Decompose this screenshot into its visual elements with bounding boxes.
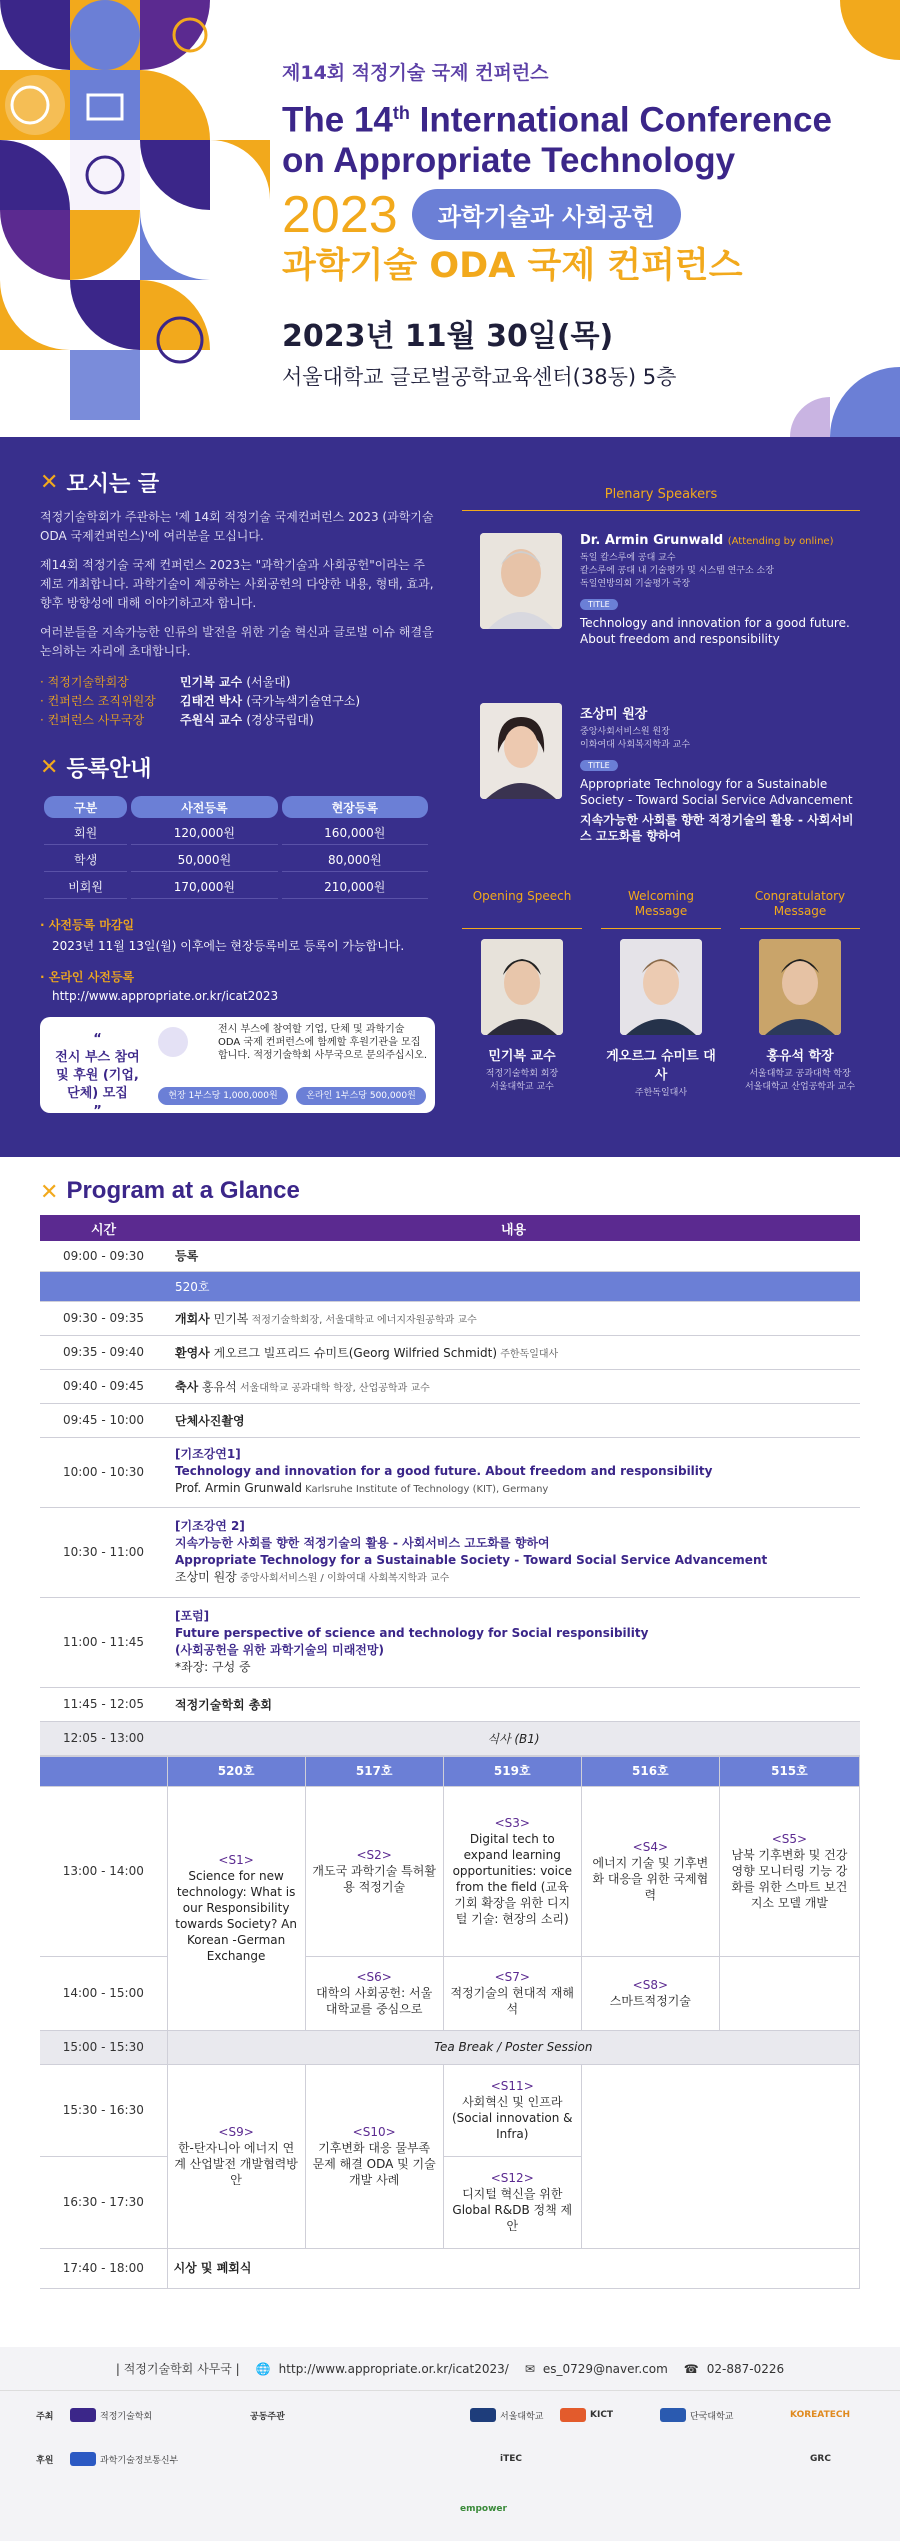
english-title: The 14th International Conference on Appropriate Technology xyxy=(282,100,832,180)
table-row: 11:00 - 11:45 [포럼] Future perspective of science and technology for Social responsibility (사회공헌을 위한 과학기술의 미래전망) *좌장: 구성 중 xyxy=(40,1597,860,1687)
session-row: 13:00 - 14:00 <S1> Science for new technology: What is our Responsibility towards Society? An Korean -German Exchange <S2> 개도국 과학기술 특허활용 적정기술 <S3> Digital tech to expand learning opportunities: voice from the field (교육 기회 확장을 위한 디지털 기술: 현장의 소리) <S4> 에너지 기술 및 기후변화 대응을 위한 국제협력 <S5> 남북 기후변화 및 건강영향 모니터링 기능 강화를 위한 스마트 보건지소 모델 개발 xyxy=(40,1786,860,1956)
session-cell: <S2> 개도국 과학기술 특허활용 적정기술 xyxy=(305,1786,443,1956)
empower-logo: empower xyxy=(460,2504,507,2514)
organizer-row: · 컨퍼런스 조직위원장 김태건 박사 (국가녹색기술연구소) xyxy=(40,694,361,708)
table-row: 09:00 - 09:30 등록 xyxy=(40,1241,860,1271)
year-row xyxy=(282,187,882,243)
footer xyxy=(0,2347,900,2541)
kict-logo: KICT xyxy=(560,2407,613,2423)
guest-photo xyxy=(759,939,841,1035)
talk-title: Technology and innovation for a good future. About freedom and responsibility xyxy=(580,616,850,646)
break-row: 15:00 - 15:30 Tea Break / Poster Session xyxy=(40,2030,860,2064)
grc-logo: GRC xyxy=(810,2454,831,2464)
table-row: 09:45 - 10:00 단체사진촬영 xyxy=(40,1403,860,1437)
session-cell: <S3> Digital tech to expand learning opportunities: voice from the field (교육 기회 확장을 위한 디지털 기술: 현장의 소리) xyxy=(443,1786,581,1956)
speaker-card xyxy=(462,691,860,881)
deadline-heading: · 사전등록 마감일 xyxy=(40,918,135,932)
room-header: 515호 xyxy=(719,1756,859,1786)
session-row: 14:00 - 15:00 <S6> 대학의 사회공헌: 서울대학교를 중심으로 <S7> 적정기술의 현대적 재해석 <S8> 스마트적정기술 xyxy=(40,1956,860,2030)
program-header-row xyxy=(40,1215,860,1241)
contact-bar xyxy=(0,2347,900,2391)
room-header: 517호 xyxy=(305,1756,443,1786)
talk-title-korean: 지속가능한 사회를 향한 적정기술의 활용 - 사회서비스 고도화를 향하여 xyxy=(580,813,854,843)
table-row: 11:45 - 12:05 적정기술학회 총회 xyxy=(40,1687,860,1721)
booth-chip-online: 온라인 1부스당 500,000원 xyxy=(296,1087,426,1105)
content-header: 내용 xyxy=(167,1215,860,1241)
session-cell: <S11> 사회혁신 및 인프라 (Social innovation & Infra) xyxy=(443,2064,581,2156)
title-tag: TITLE xyxy=(580,760,618,771)
table-row: 09:35 - 09:40 환영사 게오르그 빌프리드 슈미트(Georg Wilfried Schmidt) 주한독일대사 xyxy=(40,1335,860,1369)
room-header: 520호 xyxy=(167,1756,305,1786)
program-section xyxy=(0,1157,900,2289)
booth-chip-onsite: 현장 1부스당 1,000,000원 xyxy=(158,1087,288,1105)
guest-photo xyxy=(481,939,563,1035)
theme-pill: 과학기술과 사회공헌 xyxy=(412,189,681,240)
room-header: 516호 xyxy=(581,1756,719,1786)
guest-card: Congratulatory Message 홍유석 학장 서울대학교 공과대학 학장 서울대학교 산업공학과 교수 xyxy=(740,889,860,1100)
phone-icon: ☎ xyxy=(683,2361,699,2376)
room-header-row xyxy=(40,1756,860,1786)
title-tag: TITLE xyxy=(580,599,618,610)
email-link[interactable]: es_0729@naver.com xyxy=(542,2361,668,2376)
table-row: 09:30 - 09:35 개회사 민기복 적정기술학회장, 서울대학교 에너지자원공학과 교수 xyxy=(40,1301,860,1335)
fee-row: 회원 120,000원 160,000원 xyxy=(44,821,428,845)
fee-header-cell: 현장등록 xyxy=(282,796,428,818)
table-row: 09:40 - 09:45 축사 홍유석 서울대학교 공과대학 학장, 산업공학과 교수 xyxy=(40,1369,860,1403)
org-label: 공동주관 xyxy=(250,2411,285,2422)
booth-text: 전시 부스에 참여할 기업, 단체 및 과학기술 ODA 국제 컨퍼런스에 함께할 후원기관을 모집합니다. 적정기술학회 사무국으로 문의주십시오. xyxy=(218,1024,428,1061)
logo-area xyxy=(0,2391,900,2541)
session-row: 16:30 - 17:30 <S12> 디지털 혁신을 위한 Global R&DB 정책 제안 xyxy=(40,2156,860,2248)
koreatech-logo: KOREATECH xyxy=(790,2410,850,2420)
session-cell: <S7> 적정기술의 현대적 재해석 xyxy=(443,1956,581,2030)
room-header: 519호 xyxy=(443,1756,581,1786)
fee-header-cell: 사전등록 xyxy=(131,796,277,818)
msit-logo: 과학기술정보통신부 xyxy=(70,2451,178,2467)
invite-paragraph-3: 여러분들을 지속가능한 인류의 발전을 위한 기술 혁신과 글로벌 이슈 해결을 논의하는 자리에 초대합니다. xyxy=(40,625,434,658)
guest-card: Opening Speech 민기복 교수 적정기술학회 회장 서울대학교 교수 xyxy=(462,889,582,1100)
session-cell: <S6> 대학의 사회공헌: 서울대학교를 중심으로 xyxy=(305,1956,443,2030)
invite-heading: ✕ 모시는 글 xyxy=(40,470,160,497)
organizer-row: · 컨퍼런스 사무국장 주원식 교수 (경상국립대) xyxy=(40,713,314,727)
info-section xyxy=(0,437,900,1157)
speaker-photo xyxy=(480,533,562,629)
time-header: 시간 xyxy=(40,1215,167,1241)
online-register-heading: · 온라인 사전등록 xyxy=(40,970,135,984)
register-heading: ✕ 등록안내 xyxy=(40,755,152,782)
room-row: 520호 xyxy=(40,1271,860,1301)
office-label: | 적정기술학회 사무국 | xyxy=(115,2362,240,2376)
x-bullet-icon: ✕ xyxy=(40,755,59,780)
table-row: 10:00 - 10:30 [기조강연1] Technology and innovation for a good future. About freedom and responsibility Prof. Armin Grunwald Karlsruhe Institute of Technology (KIT), Germany xyxy=(40,1437,860,1507)
session-table xyxy=(40,1756,860,2289)
website-link[interactable]: http://www.appropriate.or.kr/icat2023/ xyxy=(278,2361,509,2376)
guest-card: Welcoming Message 게오르그 슈미트 대사 주한독일대사 xyxy=(601,889,721,1100)
year: 2023 xyxy=(282,185,398,244)
deadline-text: 2023년 11월 13일(월) 이후에는 현장등록비로 등록이 가능합니다. xyxy=(52,939,405,953)
booth-recruit-box xyxy=(40,1017,435,1119)
online-register-link[interactable]: http://www.appropriate.or.kr/icat2023 xyxy=(52,989,279,1003)
x-bullet-icon: ✕ xyxy=(40,470,59,495)
program-heading: ✕ Program at a Glance xyxy=(40,1177,300,1205)
speaker-info: Dr. Armin Grunwald (Attending by online) 독일 칼스루에 공대 교수 칼스루에 공대 내 기술평가 및 시스템 연구소 소장 독일연방의회 기술평가 국장 TITLE Technology and innovation for a good future. About freedom and responsibility xyxy=(580,533,860,647)
session-cell: <S9> 한-탄자니아 에너지 연계 산업발전 개발협력방안 xyxy=(167,2064,305,2248)
session-cell: <S1> Science for new technology: What is our Responsibility towards Society? An Korean -German Exchange xyxy=(167,1786,305,2030)
session-cell: <S10> 기후변화 대응 물부족 문제 해결 ODA 및 기술 개발 사례 xyxy=(305,2064,443,2248)
invite-paragraph-2: 제14회 적정기술 국제 컨퍼런스 2023는 "과학기술과 사회공헌"이라는 주제로 개최합니다. 과학기술이 제공하는 사회공헌의 다양한 내용, 형태, 효과, 향후 방향성에 대해 이야기하고자 합니다. xyxy=(40,558,434,610)
booth-label: “ 전시 부스 참여 및 후원 (기업, 단체) 모집 ” xyxy=(55,1032,140,1119)
guest-photo xyxy=(620,939,702,1035)
fee-row: 학생 50,000원 80,000원 xyxy=(44,848,428,872)
talk-title: Appropriate Technology for a Sustainable Society - Toward Social Service Advancement xyxy=(580,777,853,807)
session-row: 15:30 - 16:30 <S9> 한-탄자니아 에너지 연계 산업발전 개발협력방안 <S10> 기후변화 대응 물부족 문제 해결 ODA 및 기술 개발 사례 <S11> 사회혁신 및 인프라 (Social innovation & Infra) xyxy=(40,2064,860,2156)
speaker-photo xyxy=(480,703,562,799)
itec-logo: iTEC xyxy=(500,2454,522,2464)
session-cell: <S12> 디지털 혁신을 위한 Global R&DB 정책 제안 xyxy=(443,2156,581,2248)
host-logo: 적정기술학회 xyxy=(70,2407,152,2423)
guest-speakers xyxy=(462,889,860,1100)
globe-icon: 🌐 xyxy=(255,2361,271,2376)
conference-kicker: 제14회 적정기술 국제 컨퍼런스 xyxy=(282,62,549,84)
event-date: 2023년 11월 30일(목) xyxy=(282,318,614,354)
table-row: 10:30 - 11:00 [기조강연 2] 지속가능한 사회를 향한 적정기술의 활용 - 사회서비스 고도화를 향하여 Appropriate Technology for a Sustainable Society - Toward Social Service Advancement 조상미 원장 중앙사회서비스원 / 이화여대 사회복지학과 교수 xyxy=(40,1507,860,1597)
speakers-column xyxy=(462,487,860,1100)
plenary-heading: Plenary Speakers xyxy=(462,487,860,511)
sponsor-label: 후원 xyxy=(36,2455,54,2466)
phone-number: 02-887-0226 xyxy=(706,2361,785,2376)
hero-banner xyxy=(0,0,900,437)
hero-mosaic-illustration xyxy=(0,0,270,437)
fee-header-cell: 구분 xyxy=(44,796,127,818)
speaker-card xyxy=(462,521,860,681)
fee-table xyxy=(40,793,432,902)
mail-icon: ✉ xyxy=(524,2361,535,2376)
people-icon xyxy=(158,1027,188,1057)
korean-title: 과학기술 ODA 국제 컨퍼런스 xyxy=(282,245,743,286)
organizer-row: · 적정기술학회장 민기복 교수 (서울대) xyxy=(40,675,291,689)
hero-text-block xyxy=(282,58,882,391)
speaker-info: 조상미 원장 중앙사회서비스원 원장 이화여대 사회복지학과 교수 TITLE Appropriate Technology for a Sustainable Society - Toward Social Service Advancement 지속가능한 사회를 향한 적정기술의 활용 - 사회서비스 고도화를 향하여 xyxy=(580,703,860,844)
event-venue: 서울대학교 글로벌공학교육센터(38동) 5층 xyxy=(282,364,677,389)
closing-row: 17:40 - 18:00 시상 및 폐회식 xyxy=(40,2248,860,2288)
host-label: 주최 xyxy=(36,2411,54,2422)
program-table xyxy=(40,1215,860,1756)
session-cell: <S8> 스마트적정기술 xyxy=(581,1956,719,2030)
snu-logo: 서울대학교 xyxy=(470,2407,543,2423)
lunch-row: 12:05 - 13:00 식사 (B1) xyxy=(40,1721,860,1755)
dankook-logo: 단국대학교 xyxy=(660,2407,733,2423)
invite-paragraph-1: 적정기술학회가 주관하는 '제 14회 적정기술 국제컨퍼런스 2023 (과학기술 ODA 국제컨퍼런스)'에 여러분을 모십니다. xyxy=(40,510,434,543)
fee-row: 비회원 170,000원 210,000원 xyxy=(44,875,428,899)
x-bullet-icon: ✕ xyxy=(40,1180,59,1205)
session-cell: <S4> 에너지 기술 및 기후변화 대응을 위한 국제협력 xyxy=(581,1786,719,1956)
fee-header-row xyxy=(44,796,428,818)
organizer-list xyxy=(40,673,435,730)
session-cell: <S5> 남북 기후변화 및 건강영향 모니터링 기능 강화를 위한 스마트 보건지소 모델 개발 xyxy=(719,1786,859,1956)
info-left-column xyxy=(40,467,435,1119)
